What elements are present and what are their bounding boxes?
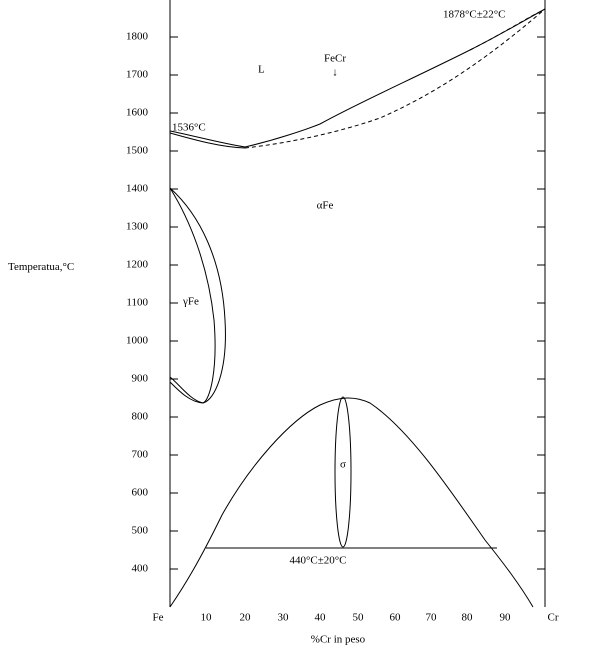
fecr-arrow-icon: ↓ — [332, 66, 338, 79]
alpha-phase-label: αFe — [316, 199, 334, 212]
x-tick-label: 30 — [277, 611, 289, 624]
y-tick-label: 1800 — [126, 30, 148, 43]
eutectoid-label: 440°C±20°C — [289, 554, 347, 567]
fe-melting-label: 1536°C — [172, 121, 206, 134]
x-tick-label: 20 — [239, 611, 251, 624]
solidus-left-curve — [170, 133, 245, 148]
x-axis-label: %Cr in peso — [310, 633, 366, 646]
y-tick-label: 900 — [131, 372, 148, 385]
y-ticks-right — [537, 37, 545, 569]
y-tick-label: 400 — [131, 562, 148, 575]
sigma-phase-label: σ — [340, 458, 346, 471]
y-axis-label: Temperatua,°C — [8, 261, 75, 273]
solidus-dashed-curve — [245, 9, 545, 148]
x-left-label: Fe — [152, 611, 164, 624]
x-tick-label: 10 — [200, 611, 212, 624]
x-tick-label: 50 — [352, 611, 364, 624]
fecr-label: FeCr — [324, 52, 346, 65]
sigma-dome-curve — [170, 398, 533, 607]
y-tick-label: 500 — [131, 524, 148, 537]
y-tick-label: 1400 — [126, 182, 148, 195]
x-tick-label: 70 — [425, 611, 437, 624]
y-tick-label: 1600 — [126, 106, 148, 119]
y-tick-label: 1000 — [126, 334, 148, 347]
x-right-label: Cr — [547, 611, 559, 624]
y-tick-label: 1700 — [126, 68, 148, 81]
y-tick-label: 1300 — [126, 220, 148, 233]
liquidus-curve — [170, 9, 545, 147]
y-tick-label: 1200 — [126, 258, 148, 271]
x-tick-label: 90 — [499, 611, 511, 624]
y-tick-label: 1500 — [126, 144, 148, 157]
y-tick-label: 1100 — [126, 296, 148, 309]
y-tick-label: 600 — [131, 486, 148, 499]
liquid-label: L — [258, 63, 265, 76]
sigma-region-ellipse — [335, 397, 351, 547]
cr-melting-label: 1878°C±22°C — [443, 8, 506, 21]
gamma-phase-label: γFe — [183, 295, 199, 308]
y-tick-label: 700 — [131, 448, 148, 461]
x-tick-label: 80 — [461, 611, 473, 624]
y-tick-label: 800 — [131, 410, 148, 423]
x-tick-label: 60 — [389, 611, 401, 624]
x-tick-label: 40 — [314, 611, 326, 624]
y-ticks-left — [170, 37, 178, 569]
